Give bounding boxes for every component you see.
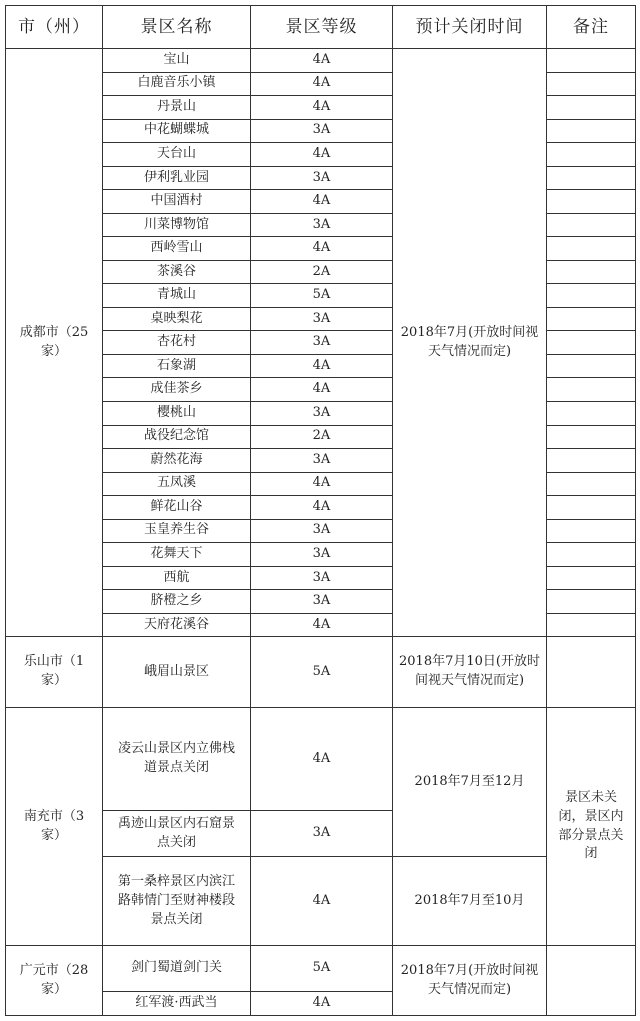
scenic-name-cell: 成佳茶乡 <box>103 378 251 402</box>
city-cell-nanchong: 南充市（3家） <box>6 707 103 945</box>
scenic-name-cell: 白鹿音乐小镇 <box>103 72 251 96</box>
scenic-level-cell: 3A <box>251 566 393 590</box>
scenic-level-cell: 3A <box>251 811 393 857</box>
note-cell <box>547 378 636 402</box>
scenic-closure-table <box>5 5 636 1016</box>
scenic-level-cell: 4A <box>251 72 393 96</box>
note-cell <box>547 449 636 473</box>
note-cell <box>547 331 636 355</box>
note-cell <box>547 354 636 378</box>
note-cell <box>547 613 636 637</box>
scenic-level-cell: 3A <box>251 166 393 190</box>
note-cell <box>547 213 636 237</box>
note-cell <box>547 119 636 143</box>
scenic-name-cell: 凌云山景区内立佛栈道景点关闭 <box>103 707 251 810</box>
note-cell <box>547 72 636 96</box>
header-note: 备注 <box>547 6 636 49</box>
city-cell-guangyuan: 广元市（28家） <box>6 946 103 1016</box>
scenic-name-cell: 樱桃山 <box>103 401 251 425</box>
header-close-time: 预计关闭时间 <box>393 6 547 49</box>
note-cell <box>547 946 636 1016</box>
note-cell <box>547 543 636 567</box>
city-cell-chengdu: 成都市（25家） <box>6 49 103 637</box>
scenic-level-cell: 5A <box>251 946 393 992</box>
scenic-level-cell: 3A <box>251 449 393 473</box>
note-cell <box>547 166 636 190</box>
header-scenic-level: 景区等级 <box>251 6 393 49</box>
scenic-name-cell: 桌映梨花 <box>103 307 251 331</box>
scenic-level-cell: 4A <box>251 143 393 167</box>
scenic-level-cell: 2A <box>251 260 393 284</box>
note-cell <box>547 519 636 543</box>
scenic-level-cell: 4A <box>251 96 393 120</box>
scenic-level-cell: 5A <box>251 637 393 708</box>
scenic-name-cell: 花舞天下 <box>103 543 251 567</box>
note-cell <box>547 637 636 708</box>
scenic-name-cell: 第一桑梓景区内滨江路韩情门至财神楼段景点关闭 <box>103 857 251 946</box>
scenic-name-cell: 西航 <box>103 566 251 590</box>
scenic-name-cell: 天府花溪谷 <box>103 613 251 637</box>
note-cell-nanchong: 景区未关闭，景区内部分景点关闭 <box>547 707 636 945</box>
scenic-name-cell: 丹景山 <box>103 96 251 120</box>
header-city: 市（州） <box>6 6 103 49</box>
scenic-name-cell: 杏花村 <box>103 331 251 355</box>
scenic-level-cell: 4A <box>251 496 393 520</box>
scenic-level-cell: 4A <box>251 354 393 378</box>
scenic-name-cell: 五凤溪 <box>103 472 251 496</box>
close-time-cell-guangyuan: 2018年7月(开放时间视天气情况而定) <box>393 946 547 1016</box>
note-cell <box>547 496 636 520</box>
scenic-level-cell: 4A <box>251 378 393 402</box>
scenic-level-cell: 5A <box>251 284 393 308</box>
note-cell <box>547 566 636 590</box>
header-scenic-name: 景区名称 <box>103 6 251 49</box>
scenic-name-cell: 宝山 <box>103 49 251 73</box>
scenic-level-cell: 4A <box>251 857 393 946</box>
table-row <box>6 707 636 810</box>
note-cell <box>547 96 636 120</box>
table-row <box>6 946 636 992</box>
note-cell <box>547 590 636 614</box>
scenic-name-cell: 川菜博物馆 <box>103 213 251 237</box>
note-cell <box>547 143 636 167</box>
close-time-cell-chengdu: 2018年7月(开放时间视天气情况而定) <box>393 49 547 637</box>
city-cell-leshan: 乐山市（1家） <box>6 637 103 708</box>
scenic-level-cell: 4A <box>251 190 393 214</box>
scenic-level-cell: 2A <box>251 425 393 449</box>
scenic-level-cell: 3A <box>251 401 393 425</box>
scenic-level-cell: 4A <box>251 613 393 637</box>
note-cell <box>547 49 636 73</box>
note-cell <box>547 284 636 308</box>
scenic-name-cell: 红军渡·西武当 <box>103 992 251 1016</box>
close-time-cell-leshan: 2018年7月10日(开放时间视天气情况而定) <box>393 637 547 708</box>
note-cell <box>547 190 636 214</box>
scenic-level-cell: 3A <box>251 119 393 143</box>
scenic-level-cell: 4A <box>251 472 393 496</box>
scenic-name-cell: 中花蝴蝶城 <box>103 119 251 143</box>
scenic-name-cell: 战役纪念馆 <box>103 425 251 449</box>
scenic-level-cell: 3A <box>251 331 393 355</box>
scenic-level-cell: 3A <box>251 213 393 237</box>
scenic-level-cell: 3A <box>251 590 393 614</box>
note-cell <box>547 401 636 425</box>
note-cell <box>547 260 636 284</box>
close-time-cell-nanchong-2: 2018年7月至10月 <box>393 857 547 946</box>
scenic-name-cell: 石象湖 <box>103 354 251 378</box>
scenic-level-cell: 4A <box>251 707 393 810</box>
scenic-name-cell: 玉皇养生谷 <box>103 519 251 543</box>
scenic-name-cell: 青城山 <box>103 284 251 308</box>
scenic-name-cell: 蔚然花海 <box>103 449 251 473</box>
scenic-name-cell: 天台山 <box>103 143 251 167</box>
scenic-name-cell: 茶溪谷 <box>103 260 251 284</box>
scenic-level-cell: 4A <box>251 49 393 73</box>
scenic-level-cell: 3A <box>251 307 393 331</box>
scenic-name-cell: 峨眉山景区 <box>103 637 251 708</box>
scenic-name-cell: 剑门蜀道剑门关 <box>103 946 251 992</box>
note-cell <box>547 472 636 496</box>
note-cell <box>547 237 636 261</box>
scenic-level-cell: 3A <box>251 543 393 567</box>
header-row <box>6 6 636 49</box>
scenic-level-cell: 4A <box>251 237 393 261</box>
scenic-name-cell: 脐橙之乡 <box>103 590 251 614</box>
table-row <box>6 49 636 73</box>
scenic-name-cell: 鲜花山谷 <box>103 496 251 520</box>
note-cell <box>547 307 636 331</box>
scenic-name-cell: 禹迹山景区内石窟景点关闭 <box>103 811 251 857</box>
table-row <box>6 637 636 708</box>
scenic-name-cell: 伊利乳业园 <box>103 166 251 190</box>
scenic-name-cell: 中国酒村 <box>103 190 251 214</box>
close-time-cell-nanchong-1: 2018年7月至12月 <box>393 707 547 856</box>
scenic-level-cell: 3A <box>251 519 393 543</box>
scenic-name-cell: 西岭雪山 <box>103 237 251 261</box>
note-cell <box>547 425 636 449</box>
scenic-level-cell: 4A <box>251 992 393 1016</box>
